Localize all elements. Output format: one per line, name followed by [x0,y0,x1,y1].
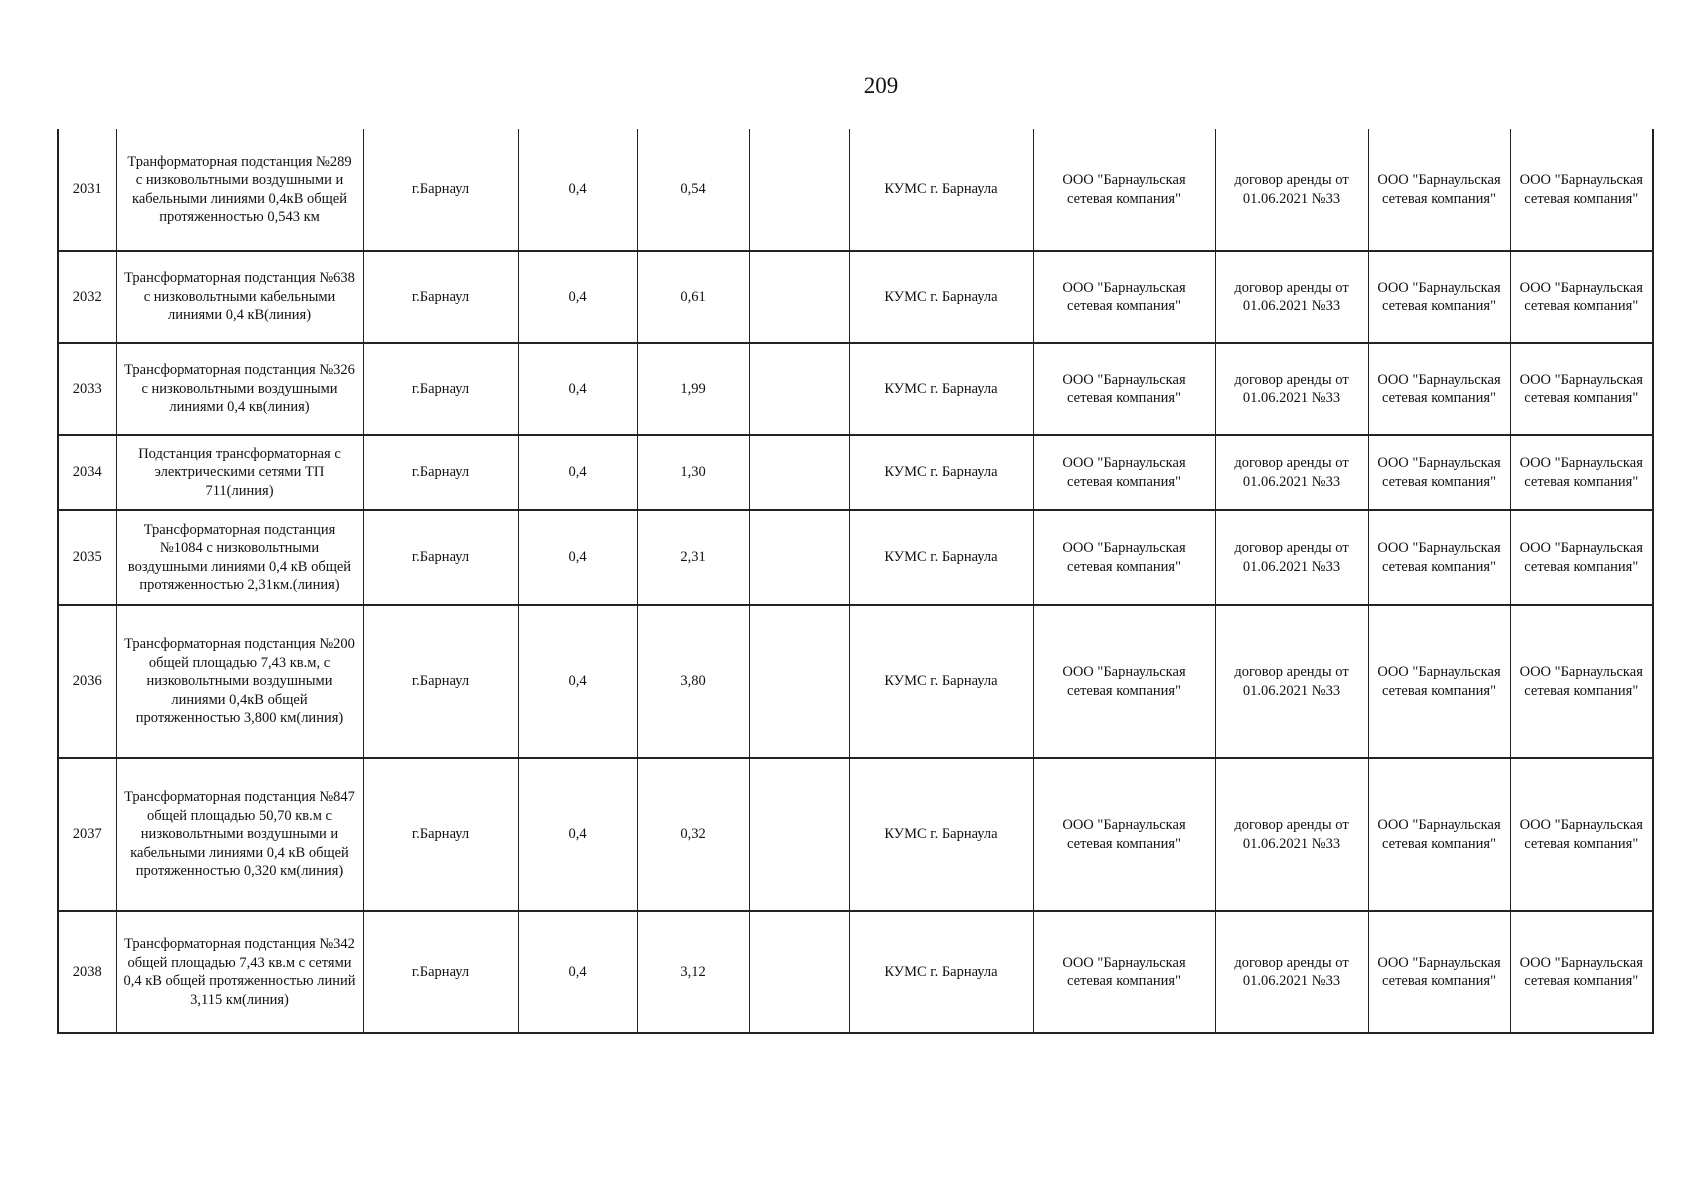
length-cell: 3,12 [637,911,749,1033]
basis-cell: договор аренды от 01.06.2021 №33 [1215,605,1368,758]
length-cell: 0,54 [637,129,749,251]
object-name-cell: Трансформаторная подстанция №326 с низковольтными воздушными линиями 0,4 кв(линия) [116,343,363,435]
length-cell: 2,31 [637,510,749,605]
empty-cell [749,911,849,1033]
holder-cell: ООО "Барнаульская сетевая компания" [1368,911,1510,1033]
holder-cell: ООО "Барнаульская сетевая компания" [1368,605,1510,758]
empty-cell [749,758,849,911]
holder-cell: ООО "Барнаульская сетевая компания" [1368,129,1510,251]
voltage-cell: 0,4 [518,911,637,1033]
basis-cell: договор аренды от 01.06.2021 №33 [1215,435,1368,510]
empty-cell [749,605,849,758]
owner-cell: КУМС г. Барнаула [849,758,1033,911]
user-cell: ООО "Барнаульская сетевая компания" [1510,605,1653,758]
location-cell: г.Барнаул [363,435,518,510]
user-cell: ООО "Барнаульская сетевая компания" [1510,758,1653,911]
operator-cell: ООО "Барнаульская сетевая компания" [1033,510,1215,605]
location-cell: г.Барнаул [363,129,518,251]
object-name-cell: Трансформаторная подстанция №200 общей площадью 7,43 кв.м, с низковольтными воздушными линиями 0,4кВ общей протяженностью 3,800 км(линия) [116,605,363,758]
voltage-cell: 0,4 [518,605,637,758]
voltage-cell: 0,4 [518,758,637,911]
operator-cell: ООО "Барнаульская сетевая компания" [1033,435,1215,510]
length-cell: 0,32 [637,758,749,911]
table-row [58,605,1653,758]
holder-cell: ООО "Барнаульская сетевая компания" [1368,510,1510,605]
voltage-cell: 0,4 [518,510,637,605]
length-cell: 3,80 [637,605,749,758]
user-cell: ООО "Барнаульская сетевая компания" [1510,129,1653,251]
user-cell: ООО "Барнаульская сетевая компания" [1510,343,1653,435]
object-name-cell: Трансформаторная подстанция №1084 с низковольтными воздушными линиями 0,4 кВ общей протяженностью 2,31км.(линия) [116,510,363,605]
table-row [58,343,1653,435]
location-cell: г.Барнаул [363,251,518,343]
object-name-cell: Трансформаторная подстанция №342 общей площадью 7,43 кв.м с сетями 0,4 кВ общей протяженностью линий 3,115 км(линия) [116,911,363,1033]
table-row [58,758,1653,911]
table-row [58,129,1653,251]
basis-cell: договор аренды от 01.06.2021 №33 [1215,911,1368,1033]
owner-cell: КУМС г. Барнаула [849,129,1033,251]
row-number-cell: 2036 [58,605,116,758]
page-number: 209 [863,73,899,98]
row-number-cell: 2038 [58,911,116,1033]
row-number-cell: 2032 [58,251,116,343]
table-row [58,435,1653,510]
registry-table [57,129,1654,1034]
owner-cell: КУМС г. Барнаула [849,435,1033,510]
empty-cell [749,129,849,251]
voltage-cell: 0,4 [518,129,637,251]
table-row [58,510,1653,605]
owner-cell: КУМС г. Барнаула [849,605,1033,758]
holder-cell: ООО "Барнаульская сетевая компания" [1368,251,1510,343]
operator-cell: ООО "Барнаульская сетевая компания" [1033,758,1215,911]
length-cell: 0,61 [637,251,749,343]
row-number-cell: 2034 [58,435,116,510]
basis-cell: договор аренды от 01.06.2021 №33 [1215,510,1368,605]
location-cell: г.Барнаул [363,911,518,1033]
holder-cell: ООО "Барнаульская сетевая компания" [1368,435,1510,510]
table-row [58,251,1653,343]
basis-cell: договор аренды от 01.06.2021 №33 [1215,129,1368,251]
empty-cell [749,251,849,343]
object-name-cell: Трансформаторная подстанция №638 с низковольтными кабельными линиями 0,4 кВ(линия) [116,251,363,343]
operator-cell: ООО "Барнаульская сетевая компания" [1033,129,1215,251]
user-cell: ООО "Барнаульская сетевая компания" [1510,435,1653,510]
voltage-cell: 0,4 [518,343,637,435]
object-name-cell: Трансформаторная подстанция №847 общей площадью 50,70 кв.м с низковольтными воздушными и кабельными линиями 0,4 кВ общей протяженностью 0,320 км(линия) [116,758,363,911]
voltage-cell: 0,4 [518,435,637,510]
owner-cell: КУМС г. Барнаула [849,343,1033,435]
location-cell: г.Барнаул [363,758,518,911]
holder-cell: ООО "Барнаульская сетевая компания" [1368,343,1510,435]
table-row [58,911,1653,1033]
owner-cell: КУМС г. Барнаула [849,251,1033,343]
user-cell: ООО "Барнаульская сетевая компания" [1510,911,1653,1033]
basis-cell: договор аренды от 01.06.2021 №33 [1215,251,1368,343]
owner-cell: КУМС г. Барнаула [849,510,1033,605]
user-cell: ООО "Барнаульская сетевая компания" [1510,251,1653,343]
location-cell: г.Барнаул [363,605,518,758]
basis-cell: договор аренды от 01.06.2021 №33 [1215,343,1368,435]
row-number-cell: 2031 [58,129,116,251]
holder-cell: ООО "Барнаульская сетевая компания" [1368,758,1510,911]
object-name-cell: Подстанция трансформаторная с электрическими сетями ТП 711(линия) [116,435,363,510]
object-name-cell: Транформаторная подстанция №289 с низковольтными воздушными и кабельными линиями 0,4кВ общей протяженностью 0,543 км [116,129,363,251]
operator-cell: ООО "Барнаульская сетевая компания" [1033,251,1215,343]
owner-cell: КУМС г. Барнаула [849,911,1033,1033]
location-cell: г.Барнаул [363,510,518,605]
row-number-cell: 2035 [58,510,116,605]
basis-cell: договор аренды от 01.06.2021 №33 [1215,758,1368,911]
empty-cell [749,510,849,605]
row-number-cell: 2037 [58,758,116,911]
empty-cell [749,435,849,510]
voltage-cell: 0,4 [518,251,637,343]
location-cell: г.Барнаул [363,343,518,435]
empty-cell [749,343,849,435]
operator-cell: ООО "Барнаульская сетевая компания" [1033,343,1215,435]
length-cell: 1,30 [637,435,749,510]
user-cell: ООО "Барнаульская сетевая компания" [1510,510,1653,605]
length-cell: 1,99 [637,343,749,435]
operator-cell: ООО "Барнаульская сетевая компания" [1033,911,1215,1033]
operator-cell: ООО "Барнаульская сетевая компания" [1033,605,1215,758]
row-number-cell: 2033 [58,343,116,435]
